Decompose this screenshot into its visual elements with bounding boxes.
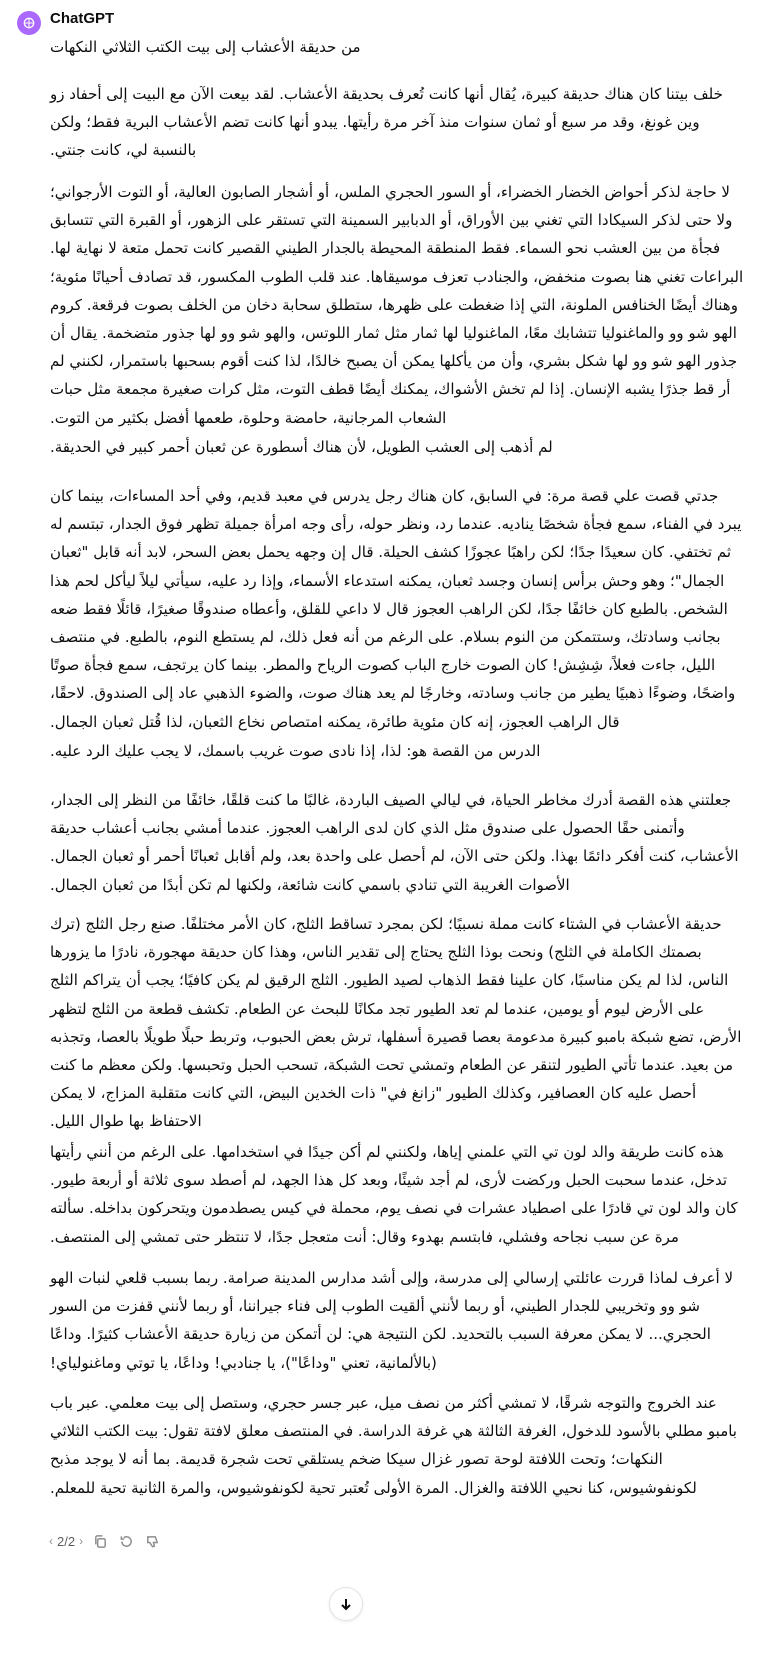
message-heading: من حديقة الأعشاب إلى بيت الكتب الثلاثي النكهات <box>50 38 361 56</box>
paragraph: جعلتني هذه القصة أدرك مخاطر الحياة، في ليالي الصيف الباردة، غالبًا ما كنت قلقًا، خائفًا من النظر إلى الجدار، وأتمنى حقًا الحصول على صندوق مثل الذي كان لدى الراهب العجوز. عندما أمشي بجانب أعشاب حديقة الأعشاب، كنت أفكر دائمًا بهذا. ولكن حتى الآن، لم أحصل على واحدة بعد، ولم أقابل ثعبانًا أحمر أو ثعبان الجمال. الأصوات الغريبة التي تنادي باسمي كانت شائعة، ولكنها لم تكن أبدًا من ثعبان الجمال. <box>50 791 739 894</box>
scroll-to-bottom-button[interactable] <box>329 1587 363 1621</box>
chatgpt-avatar <box>17 11 41 35</box>
paragraph: هذه كانت طريقة والد لون تي التي علمني إياها، ولكنني لم أكن جيدًا في استخدامها. على الرغم من أنني رأيتها تدخل، عندما سحبت الحبل وركضت لأرى، لم أجد شيئًا، وبعد كل هذا الجهد، لم أصطد سوى ثلاثة أو أربعة طيور. كان والد لون تي قادرًا على اصطياد عشرات في نصف يوم، محملة في كيس يصطدمون ويتحركون بداخله. سألته مرة عن سبب نجاحه وفشلي، فابتسم بهدوء وقال: أنت متعجل جدًا، لا تنتظر حتى تمشي إلى المنتصف. <box>50 1143 738 1246</box>
paragraph: لا أعرف لماذا قررت عائلتي إرسالي إلى مدرسة، وإلى أشد مدارس المدينة صرامة. ربما بسبب قلعي لنبات الهو شو وو وتخريبي للجدار الطيني، أو ربما لأنني ألقيت الطوب إلى فناء جيراننا، أو ربما لأنني قفزت من السور الحجري... لا يمكن معرفة السبب بالتحديد. لكن النتيجة هي: لن أتمكن من زيارة حديقة الأعشاب كثيرًا. وداعًا (بالألمانية، تعني "وداعًا")، يا جنادبي! وداعًا، يا توتي وماغنولياي! <box>50 1269 734 1372</box>
regenerate-icon[interactable] <box>117 1532 135 1550</box>
response-pager <box>49 1534 83 1549</box>
paragraph: الدرس من القصة هو: لذا، إذا نادى صوت غريب باسمك، لا يجب عليك الرد عليه. <box>50 742 541 760</box>
openai-logo-icon <box>21 15 37 31</box>
page-indicator: 2/2 <box>57 1533 76 1549</box>
author-name: ChatGPT <box>50 10 115 27</box>
chevron-left-icon[interactable]: ‹ <box>49 1534 53 1548</box>
thumbs-down-icon[interactable] <box>143 1532 161 1550</box>
paragraph: خلف بيتنا كان هناك حديقة كبيرة، يُقال أنها كانت تُعرف بحديقة الأعشاب. لقد بيعت الآن مع البيت إلى أحفاد زو وين غونغ، وقد مر سبع أو ثمان سنوات منذ آخر مرة رأيتها. يبدو أنها كانت تضم الأعشاب البرية فقط؛ ولكن بالنسبة لي، كانت جنتي. <box>50 85 723 160</box>
paragraph: لا حاجة لذكر أحواض الخضار الخضراء، أو السور الحجري الملس، أو أشجار الصابون العالية، أو التوت الأرجواني؛ ولا حتى لذكر السيكادا التي تغني بين الأوراق، أو الدبابير السمينة التي تستقر على الزهور، أو القبرة التي تتسابق فجأة من بين العشب نحو السماء. فقط المنطقة المحيطة بالجدار الطيني القصير كانت تحمل متعة لا نهاية لها. البراعات تغني هنا بصوت منخفض، والجنادب تعزف موسيقاها. عند قلب الطوب المكسور، قد تصادف أحيانًا مئوية؛ وهناك أيضًا الخنافس الملونة، التي إذا ضغطت على ظهرها، ستطلق سحابة دخان من الخلف بصوت فرقعة. كروم الهو شو وو والماغنوليا تتشابك معًا، الماغنوليا لها ثمار مثل ثمار اللوتس، والهو شو وو لها جذور متضخمة. يقال أن جذور الهو شو وو لها شكل بشري، وأن من يأكلها يمكن أن يصبح خالدًا، لذا كنت أقوم بسحبها باستمرار، لكنني لم أر قط جذرًا يشبه الإنسان. إذا لم تخش الأشواك، يمكنك أيضًا قطف التوت، مثل كرات صغيرة مجمعة مثل حبات الشعاب المرجانية، حامضة وحلوة، طعمها أفضل بكثير من التوت. <box>50 183 744 427</box>
paragraph: لم أذهب إلى العشب الطويل، لأن هناك أسطورة عن ثعبان أحمر كبير في الحديقة. <box>50 438 553 456</box>
message-actions <box>49 1530 161 1552</box>
arrow-down-icon <box>338 1596 354 1612</box>
chevron-right-icon[interactable]: › <box>79 1534 84 1548</box>
copy-icon[interactable] <box>91 1532 109 1550</box>
paragraph: جدتي قصت علي قصة مرة: في السابق، كان هناك رجل يدرس في معبد قديم، وفي أحد المساءات، بينما كان يبرد في الفناء، سمع فجأة شخصًا يناديه. عندما رد، ونظر حوله، رأى وجه امرأة جميلة تظهر فوق الجدار، تبتسم له ثم تختفي. كان سعيدًا جدًا؛ لكن راهبًا عجوزًا كشف الحيلة. قال إن وجهه يحمل بعض السحر، لابد أنه قابل "ثعبان الجمال"؛ وهو وحش برأس إنسان وجسد ثعبان، يمكنه استدعاء الأسماء، وإذا رد عليه، سيأتي ليلاً ليأكل لحم هذا الشخص. بالطبع كان خائفًا جدًا، لكن الراهب العجوز قال لا داعي للقلق، وأعطاه صندوقًا صغيرًا، قائلًا فقط ضعه بجانب وسادتك، وستتمكن من النوم بسلام. على الرغم من أنه فعل ذلك، لم يستطع النوم، بالطبع. في منتصف الليل، جاءت فعلاً، شِشِش! كان الصوت خارج الباب كصوت الرياح والمطر. بينما كان يرتجف، سمع فجأة صوتًا واضحًا، وضوءًا ذهبيًا يطير من جانب وسادته، وخارجًا لم يعد هناك صوت، والضوء الذهبي عاد إلى الصندوق. لاحقًا، قال الراهب العجوز، إنه كان مئوية طائرة، يمكنه امتصاص نخاع الثعبان، لذا قُتل ثعبان الجمال. <box>50 487 742 731</box>
paragraph: حديقة الأعشاب في الشتاء كانت مملة نسبيًا؛ لكن بمجرد تساقط الثلج، كان الأمر مختلفًا. صنع رجل الثلج (ترك بصمتك الكاملة في الثلج) ونحت بوذا الثلج يحتاج إلى تقدير الناس، وهذا كان حديقة مهجورة، نادرًا ما يزورها الناس، لذا لم يكن مناسبًا، كان علينا فقط الذهاب لصيد الطيور. الثلج الرقيق لم يكن كافيًا؛ يجب أن يتراكم الثلج على الأرض ليوم أو يومين، عندما لم تعد الطيور تجد مكانًا للبحث عن الطعام. تكشف قطعة من الثلج لتظهر الأرض، تضع شبكة بامبو كبيرة مدعومة بعصا قصيرة أسفلها، ترش بعض الحبوب، وتربط حبلًا طويلًا بالعصا، وتجذبه من بعيد. عندما تأتي الطيور لتنقر عن الطعام وتمشي تحت الشبكة، تسحب الحبل وتحبسها. ولكن معظم ما كنت أحصل عليه كان العصافير، وكذلك الطيور "زانغ في" ذات الخدين البيض، التي كانت متقلبة المزاج، لا يمكن الاحتفاظ بها طوال الليل. <box>50 915 742 1131</box>
paragraph: عند الخروج والتوجه شرقًا، لا تمشي أكثر من نصف ميل، عبر جسر حجري، وستصل إلى بيت معلمي. عبر باب بامبو مطلي بالأسود للدخول، الغرفة الثالثة هي غرفة الدراسة. في المنتصف معلق لافتة تقول: بيت الكتب الثلاثي النكهات؛ وتحت اللافتة لوحة تصور غزال سيكا ضخم يستلقي تحت شجرة قديمة. بما أنه لا يوجد مذبح لكونفوشيوس، كنا نحيي اللافتة والغزال. المرة الأولى تُعتبر تحية لكونفوشيوس، والمرة الثانية تحية للمعلم. <box>50 1394 737 1497</box>
